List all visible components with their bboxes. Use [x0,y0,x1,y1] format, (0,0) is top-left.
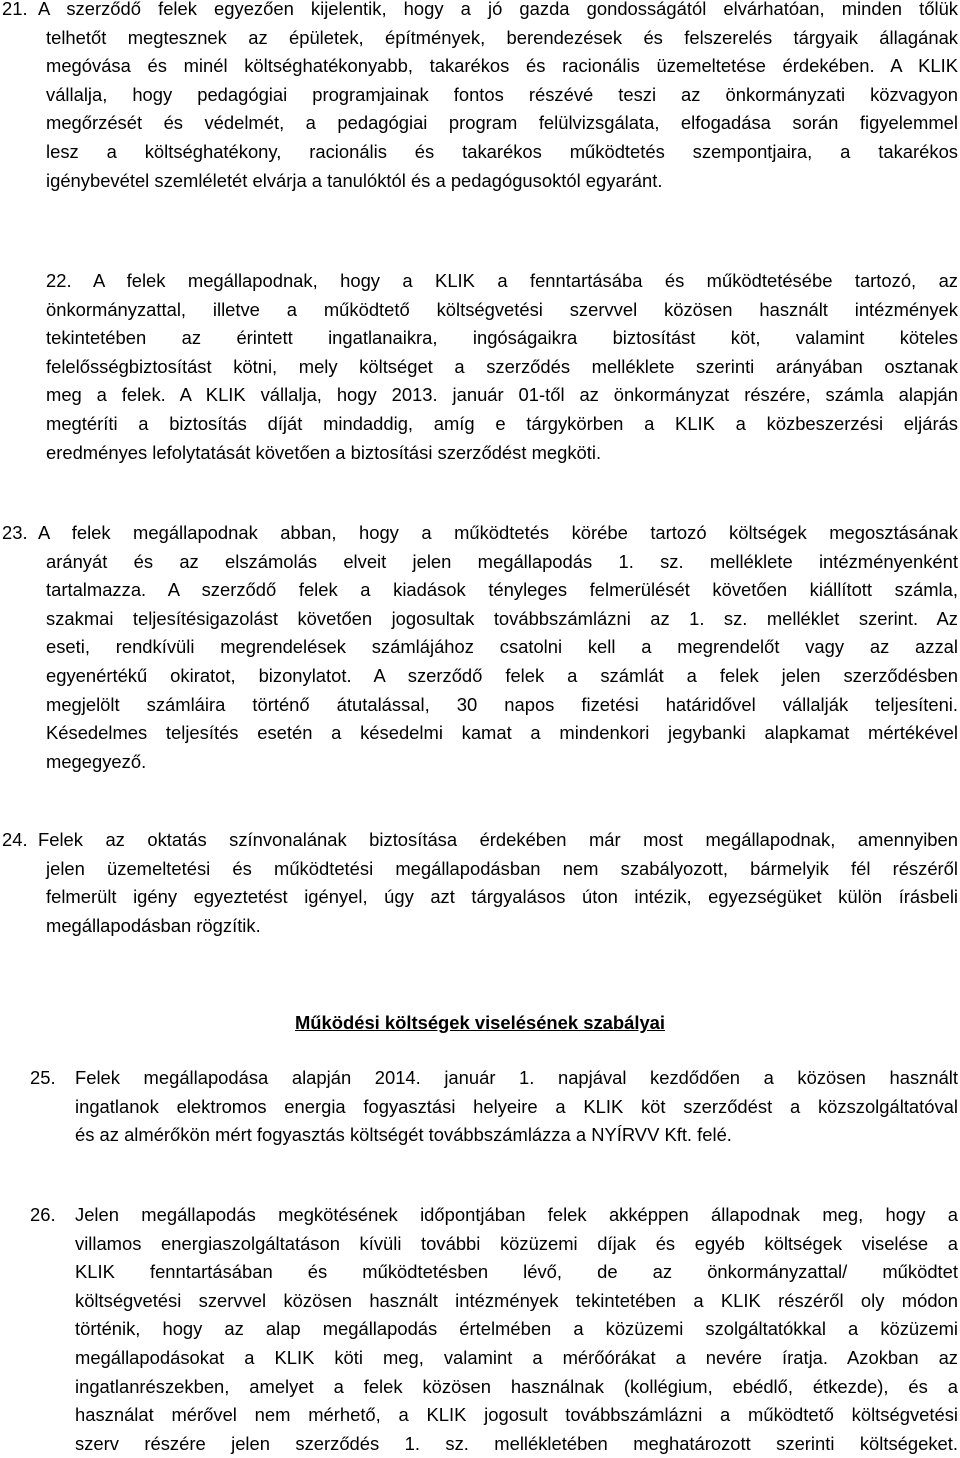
paragraph-24-line: megállapodásban rögzítik. [46,914,261,936]
section-heading: Működési költségek viselésének szabályai [294,1012,666,1033]
paragraph-number: 26. [30,1204,56,1225]
paragraph-26-line: megállapodásokat a KLIK köti meg, valamint a mérőórákat a nevére íratja. Azokban az [75,1346,958,1368]
paragraph-22-line: eredményes lefolytatását követően a biztosítási szerződést megköti. [46,441,602,463]
paragraph-21-line: 21. A szerződő felek egyezően kijelentik, hogy a jó gazda gondosságától elvárhatóan, minden tőlük [0,0,958,24]
paragraph-25-line: 25. Felek megállapodása alapján 2014. január 1. napjával kezdődően a közösen használt [0,1064,958,1093]
paragraph-22-line: megtéríti a biztosítás díját mindaddig, amíg e tárgykörben a KLIK a közbeszerzési eljárás [46,412,958,434]
paragraph-24-line: felmerült igény egyeztetést igényel, úgy azt tárgyalásos úton intézik, egyezségüket külön írásbeli [46,886,958,908]
paragraph-25-line: ingatlanok elektromos energia fogyasztási helyeire a KLIK köt szerződést a közszolgáltatóval [75,1095,958,1117]
paragraph-26-line: ingatlanrészekben, amelyet a felek közösen használnak (kollégium, ebédlő, étkezde), és a [75,1375,958,1397]
paragraph-21-line: telhetőt megtesznek az épületek, építmények, berendezések és felszerelés tárgyaik állagának [46,26,958,48]
paragraph-23-line: Késedelmes teljesítés esetén a késedelmi kamat a mindenkori jegybanki alapkamat mértékével [46,722,958,744]
paragraph-number: 23. [2,522,28,543]
paragraph-23-line: 23. A felek megállapodnak abban, hogy a működtetés körébe tartozó költségek megosztásának [0,519,958,548]
paragraph-23 [0,519,958,776]
paragraph-23-line: szakmai teljesítésigazolást követően jogosultak továbbszámlázni az 1. sz. melléklet szerint. Az [46,607,958,629]
paragraph-23-line: arányát és az elszámolás elveit jelen megállapodás 1. sz. melléklete intézményenként [46,550,958,572]
paragraph-26-line: villamos energiaszolgáltatáson kívüli további közüzemi díjak és egyéb költségek viselése a [75,1232,958,1254]
paragraph-26-line: 26. Jelen megállapodás megkötésének időpontjában felek akképpen állapodnak meg, hogy a [0,1201,958,1230]
paragraph-number: 25. [30,1067,56,1088]
paragraph-21 [0,0,958,195]
paragraph-26-line: szerv részére jelen szerződés 1. sz. mellékletében meghatározott szerinti költségeket. [75,1432,958,1454]
paragraph-21-line: megóvása és minél költséghatékonyabb, takarékos és racionális üzemeltetése érdekében. A KLIK [46,55,958,77]
paragraph-23-line: megegyező. [46,750,147,772]
paragraph-26 [0,1201,958,1458]
paragraph-number: 24. [2,829,28,850]
paragraph-24-line: 24. Felek az oktatás színvonalának biztosítása érdekében már most megállapodnak, amennyiben [0,826,958,855]
paragraph-21-line: igénybevétel szemléletét elvárja a tanulóktól és a pedagógusoktól egyaránt. [46,169,663,191]
paragraph-26-line: költségvetési szervvel közösen használt intézmények tekintetében a KLIK részéről oly módon [75,1289,958,1311]
paragraph-22-line: meg a felek. A KLIK vállalja, hogy 2013. január 01-től az önkormányzat részére, számla alapján [46,384,958,406]
paragraph-26-line: történik, hogy az alap megállapodás értelmében a közüzemi szolgáltatókkal a közüzemi [75,1318,958,1340]
paragraph-23-line: megjelölt számláira történő átutalással, 30 napos fizetési határidővel vállalják teljesíteni. [46,693,958,715]
paragraph-22-line: tekintetében az érintett ingatlanaikra, ingóságaikra biztosítást köt, valamint köteles [46,327,958,349]
paragraph-21-line: vállalja, hogy pedagógiai programjainak fontos részévé teszi az önkormányzati közvagyon [46,83,958,105]
paragraph-22 [0,267,958,467]
paragraph-21-line: megőrzését és védelmét, a pedagógiai program felülvizsgálata, elfogadása során figyelemmel [46,112,958,134]
paragraph-25 [0,1064,958,1150]
paragraph-24 [0,826,958,940]
paragraph-25-line: és az almérőkön mért fogyasztás költségét továbbszámlázza a NYÍRVV Kft. felé. [75,1124,732,1146]
paragraph-number: 21. [2,0,28,19]
paragraph-21-line: lesz a költséghatékony, racionális és takarékos működtetés szempontjaira, a takarékos [46,140,958,162]
paragraph-24-line: jelen üzemeltetési és működtetési megállapodásban nem szabályozott, bármelyik fél részéről [46,857,958,879]
paragraph-22-line: 22. A felek megállapodnak, hogy a KLIK a fenntartásába és működtetésébe tartozó, az [46,270,958,291]
paragraph-23-line: egyenértékű okiratot, bizonylatot. A szerződő felek a számlát a felek jelen szerződésben [46,664,958,686]
paragraph-26-line: KLIK fenntartásában és működtetésben lévő, de az önkormányzattal/ működtet [75,1261,958,1283]
paragraph-26-line: használat mérővel nem mérhető, a KLIK jogosult továbbszámlázni a működtető költségvetési [75,1404,958,1426]
paragraph-23-line: tartalmazza. A szerződő felek a kiadások tényleges felmerülését követően kiállított számla, [46,579,958,601]
paragraph-22-line: önkormányzattal, illetve a működtető költségvetési szervvel közösen használt intézmények [46,298,958,320]
paragraph-23-line: eseti, rendkívüli megrendelések számlájához csatolni kell a megrendelőt vagy az azzal [46,636,958,658]
paragraph-22-line: felelősségbiztosítást kötni, mely költséget a szerződés melléklete szerinti arányában osztanak [46,355,958,377]
